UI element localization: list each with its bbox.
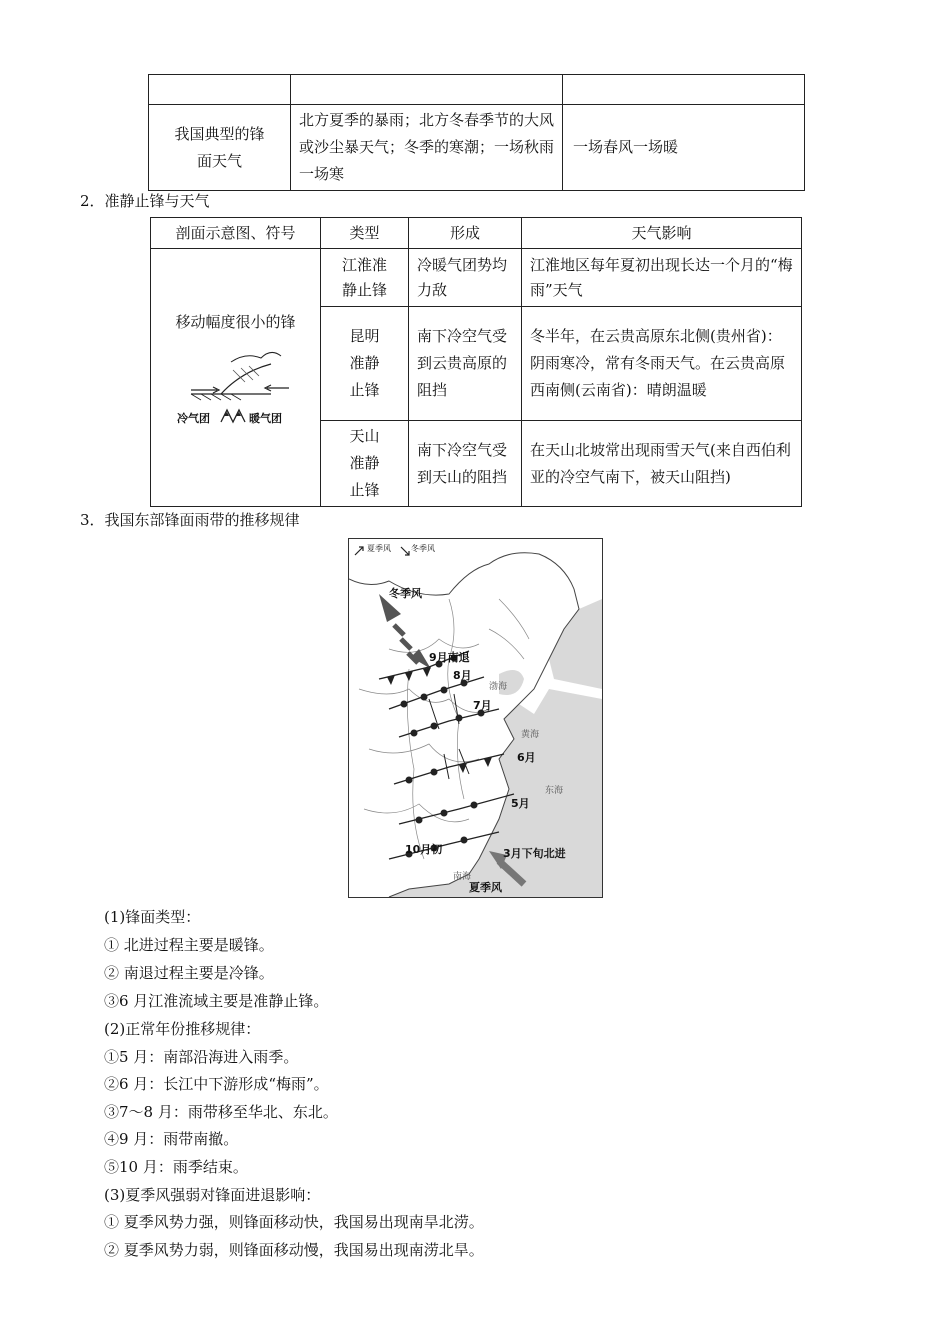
column-header: 剖面示意图、符号	[151, 218, 321, 249]
table-row	[151, 249, 802, 307]
front-formation: 南下冷空气受到天山的阻挡	[409, 421, 522, 507]
note-line: ③7～8 月：雨带移至华北、东北。	[104, 1103, 338, 1121]
table-cell-label: 我国典型的锋面天气	[149, 105, 291, 191]
front-type: 江淮准静止锋	[321, 249, 409, 307]
note-line: (1)锋面类型：	[104, 908, 201, 926]
front-impact: 冬半年，在云贵高原东北侧(贵州省)：阴雨寒冷，常有冬雨天气。在云贵高原西南侧(云南省)：晴朗温暖	[522, 307, 802, 421]
note-line: ① 北进过程主要是暖锋。	[104, 936, 274, 954]
note-line: ② 南退过程主要是冷锋。	[104, 964, 274, 982]
donghai-label: 东海	[545, 786, 564, 796]
legend-winter-label: 冬季风	[411, 544, 435, 553]
note-line: ① 夏季风势力强，则锋面移动快，我国易出现南旱北涝。	[104, 1213, 484, 1231]
august-label: 8月	[453, 669, 472, 682]
may-label: 5月	[511, 797, 530, 810]
front-impact: 江淮地区每年夏初出现长达一个月的“梅雨”天气	[522, 249, 802, 307]
march-label: 3月下旬北进	[503, 847, 566, 860]
legend-summer-label: 夏季风	[367, 544, 391, 553]
diagram-caption: 移动幅度很小的锋	[175, 313, 296, 331]
front-type: 天山准静止锋	[321, 421, 409, 507]
october-label: 10月初	[405, 843, 443, 856]
column-header: 类型	[321, 218, 409, 249]
rainbelt-map	[348, 538, 603, 898]
column-header: 形成	[409, 218, 522, 249]
june-label: 6月	[517, 751, 536, 764]
note-line: ② 夏季风势力弱，则锋面移动慢，我国易出现南涝北旱。	[104, 1241, 484, 1259]
front-weather-table	[148, 74, 805, 191]
front-impact: 在天山北坡常出现雨雪天气(来自西伯利亚的冷空气南下，被天山阻挡)	[522, 421, 802, 507]
note-line: ④9 月：雨带南撤。	[104, 1130, 239, 1148]
table-row	[149, 105, 805, 191]
table-header-row	[151, 218, 802, 249]
table-cell-spring-weather: 一场春风一场暖	[563, 105, 805, 191]
front-type: 昆明准静止锋	[321, 307, 409, 421]
section-heading: 2．准静止锋与天气	[80, 192, 210, 210]
note-line: (2)正常年份推移规律：	[104, 1020, 261, 1038]
september-label: 9月南退	[429, 651, 470, 664]
stationary-front-table	[150, 217, 802, 507]
note-line: ③6 月江淮流域主要是准静止锋。	[104, 992, 329, 1010]
note-line: ②6 月：长江中下游形成“梅雨”。	[104, 1075, 329, 1093]
section-heading: 3．我国东部锋面雨带的推移规律	[80, 511, 300, 529]
front-formation: 南下冷空气受到云贵高原的阻挡	[409, 307, 522, 421]
cold-air-mass-label: 冷气团	[177, 412, 210, 425]
bohai-label: 渤海	[489, 682, 508, 692]
note-line: ⑤10 月：雨季结束。	[104, 1158, 248, 1176]
table-row	[149, 75, 805, 105]
note-line: ①5 月：南部沿海进入雨季。	[104, 1048, 299, 1066]
warm-air-mass-label: 暖气团	[249, 412, 282, 425]
winter-monsoon-label: 冬季风	[389, 587, 422, 600]
column-header: 天气影响	[522, 218, 802, 249]
table-cell-northern-weather: 北方夏季的暴雨；北方冬春季节的大风或沙尘暴天气；冬季的寒潮；一场秋雨一场寒	[291, 105, 563, 191]
front-formation: 冷暖气团势均力敌	[409, 249, 522, 307]
diagram-cell	[151, 249, 321, 507]
map-graphic	[349, 539, 602, 897]
note-line: (3)夏季风强弱对锋面进退影响：	[104, 1186, 321, 1204]
july-label: 7月	[473, 699, 492, 712]
summer-monsoon-label: 夏季风	[469, 881, 502, 894]
nanhai-label: 南海	[453, 872, 472, 882]
huanghai-label: 黄海	[521, 730, 540, 740]
